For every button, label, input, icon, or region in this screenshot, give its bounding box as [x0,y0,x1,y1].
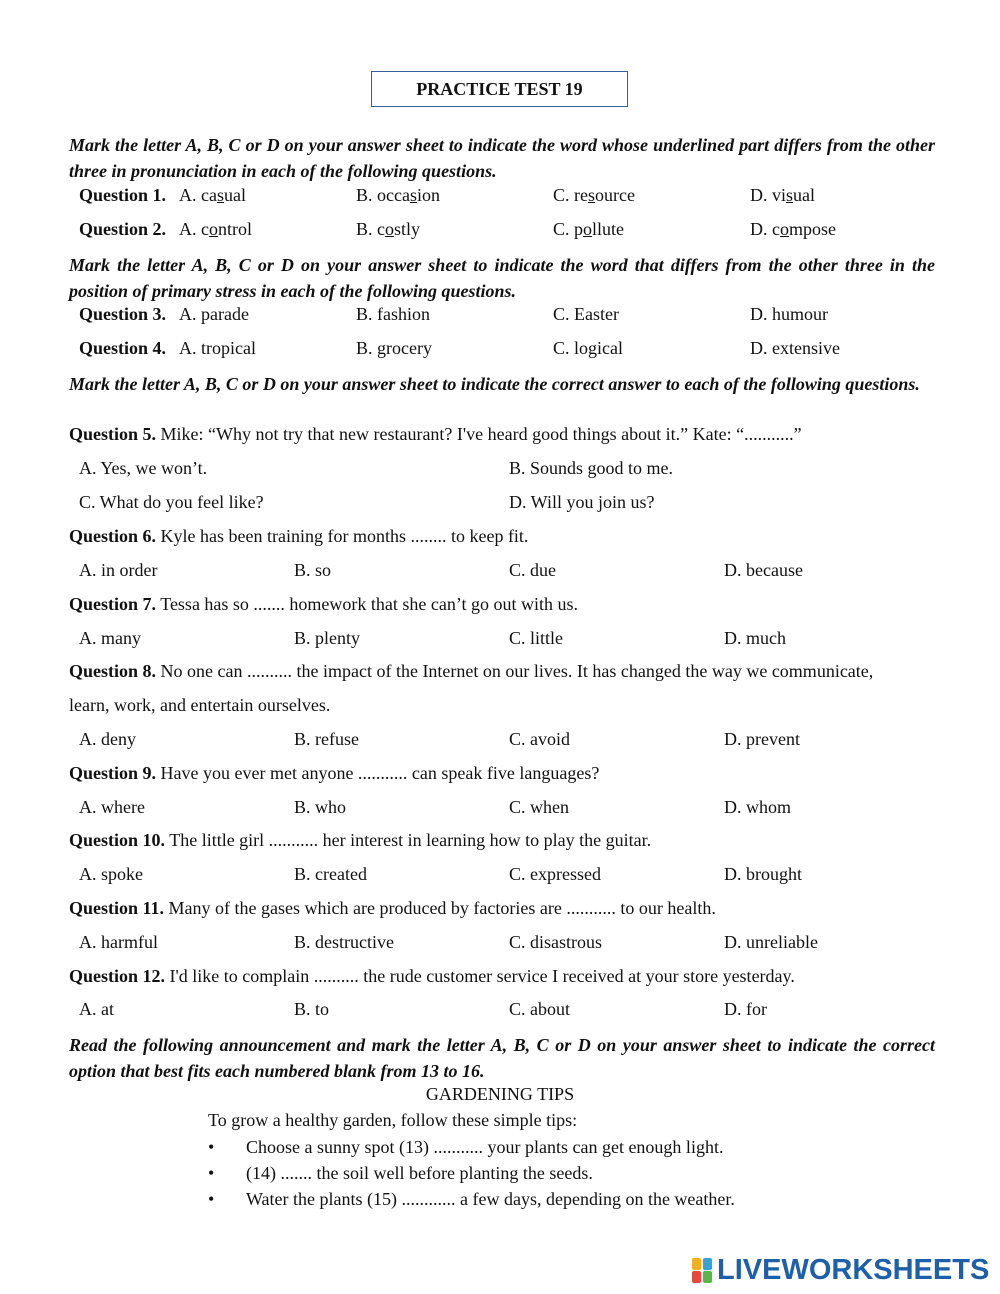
question-9-stem: Question 9. Have you ever met anyone ........... can speak five languages? [69,763,600,783]
question-3-option-b[interactable]: B. fashion [356,304,430,324]
question-3-label: Question 3. [79,304,167,324]
question-2-option-b[interactable]: B. costly [356,219,421,239]
question-2-option-a[interactable]: A. control [179,219,252,239]
question-8-stem: Question 8. No one can .......... the impact of the Internet on our lives. It has changed the way we communicate, [69,661,874,681]
question-5-option-a[interactable]: A. Yes, we won’t. [79,458,208,478]
question-6-option-d[interactable]: D. because [724,560,803,580]
question-3-option-c[interactable]: C. Easter [553,304,619,324]
question-12-option-c[interactable]: C. about [509,999,570,1019]
bullet-marker: • [208,1163,215,1183]
question-4-option-b[interactable]: B. grocery [356,338,432,358]
tip-item-15: Water the plants (15) ............ a few days, depending on the weather. [246,1189,735,1209]
question-10-stem: Question 10. The little girl ........... her interest in learning how to play the guitar. [69,830,652,850]
question-3-option-d[interactable]: D. humour [750,304,828,324]
question-6-option-b[interactable]: B. so [294,560,332,580]
question-6-option-a[interactable]: A. in order [79,560,158,580]
section-3-instruction: Mark the letter A, B, C or D on your answer sheet to indicate the correct answer to each of the following questions. [69,374,920,394]
question-1-option-c[interactable]: C. resource [553,185,635,205]
question-9-option-d[interactable]: D. whom [724,797,791,817]
question-9-option-a[interactable]: A. where [79,797,145,817]
question-4-option-a[interactable]: A. tropical [179,338,256,358]
question-2-option-c[interactable]: C. pollute [553,219,625,239]
question-11-option-b[interactable]: B. destructive [294,932,394,952]
liveworksheets-icon [692,1256,714,1284]
question-10-option-d[interactable]: D. brought [724,864,802,884]
question-3-option-a[interactable]: A. parade [179,304,249,324]
question-12-option-d[interactable]: D. for [724,999,767,1019]
tip-item-13: Choose a sunny spot (13) ........... your plants can get enough light. [246,1137,724,1157]
question-9-option-b[interactable]: B. who [294,797,347,817]
question-8-option-b[interactable]: B. refuse [294,729,359,749]
liveworksheets-wordmark: LIVEWORKSHEETS [717,1253,990,1286]
question-4-label: Question 4. [79,338,167,358]
question-1-option-b[interactable]: B. occasion [356,185,441,205]
question-10-option-c[interactable]: C. expressed [509,864,601,884]
question-8-stem-continued: learn, work, and entertain ourselves. [69,695,331,715]
question-5-option-c[interactable]: C. What do you feel like? [79,492,264,512]
question-1-option-d[interactable]: D. visual [750,185,816,205]
question-5-stem: Question 5. Mike: “Why not try that new restaurant? I've heard good things about it.” Kate: “...........” [69,424,802,444]
question-2-option-d[interactable]: D. compose [750,219,836,239]
question-7-option-b[interactable]: B. plenty [294,628,360,648]
question-10-option-a[interactable]: A. spoke [79,864,143,884]
question-8-option-d[interactable]: D. prevent [724,729,800,749]
bullet-marker: • [208,1189,215,1209]
section-4-instruction: Read the following announcement and mark the letter A, B, C or D on your answer sheet to indicate the correct option that best fits each numbered blank from 13 to 16. [69,1035,935,1081]
question-8-option-c[interactable]: C. avoid [509,729,570,749]
question-9-option-c[interactable]: C. when [509,797,569,817]
section-1-instruction: Mark the letter A, B, C or D on your answer sheet to indicate the word whose underlined part differs from the other three in pronunciation in each of the following questions. [69,135,935,181]
liveworksheets-logo [692,1255,989,1285]
question-12-option-a[interactable]: A. at [79,999,114,1019]
question-5-option-b[interactable]: B. Sounds good to me. [509,458,674,478]
question-11-stem: Question 11. Many of the gases which are produced by factories are ........... to our health. [69,898,716,918]
question-10-option-b[interactable]: B. created [294,864,367,884]
question-6-stem: Question 6. Kyle has been training for months ........ to keep fit. [69,526,529,546]
question-4-option-d[interactable]: D. extensive [750,338,840,358]
question-7-option-a[interactable]: A. many [79,628,141,648]
question-11-option-a[interactable]: A. harmful [79,932,158,952]
question-12-option-b[interactable]: B. to [294,999,330,1019]
question-7-option-c[interactable]: C. little [509,628,563,648]
question-8-option-a[interactable]: A. deny [79,729,136,749]
announcement-heading: GARDENING TIPS [425,1084,575,1104]
question-7-stem: Question 7. Tessa has so ....... homework that she can’t go out with us. [69,594,579,614]
bullet-marker: • [208,1137,215,1157]
question-11-option-c[interactable]: C. disastrous [509,932,603,952]
question-4-option-c[interactable]: C. logical [553,338,623,358]
question-11-option-d[interactable]: D. unreliable [724,932,818,952]
question-5-option-d[interactable]: D. Will you join us? [509,492,655,512]
question-6-option-c[interactable]: C. due [509,560,556,580]
question-1-label: Question 1. [79,185,167,205]
question-2-label: Question 2. [79,219,167,239]
announcement-intro: To grow a healthy garden, follow these simple tips: [208,1110,578,1130]
question-1-option-a[interactable]: A. casual [179,185,246,205]
question-12-stem: Question 12. I'd like to complain .......... the rude customer service I received at your store yesterday. [69,966,795,986]
section-2-instruction: Mark the letter A, B, C or D on your answer sheet to indicate the word that differs from the other three in the position of primary stress in each of the following questions. [69,255,935,301]
page-title: PRACTICE TEST 19 [371,71,628,107]
question-7-option-d[interactable]: D. much [724,628,786,648]
tip-item-14: (14) ....... the soil well before planting the seeds. [246,1163,593,1183]
